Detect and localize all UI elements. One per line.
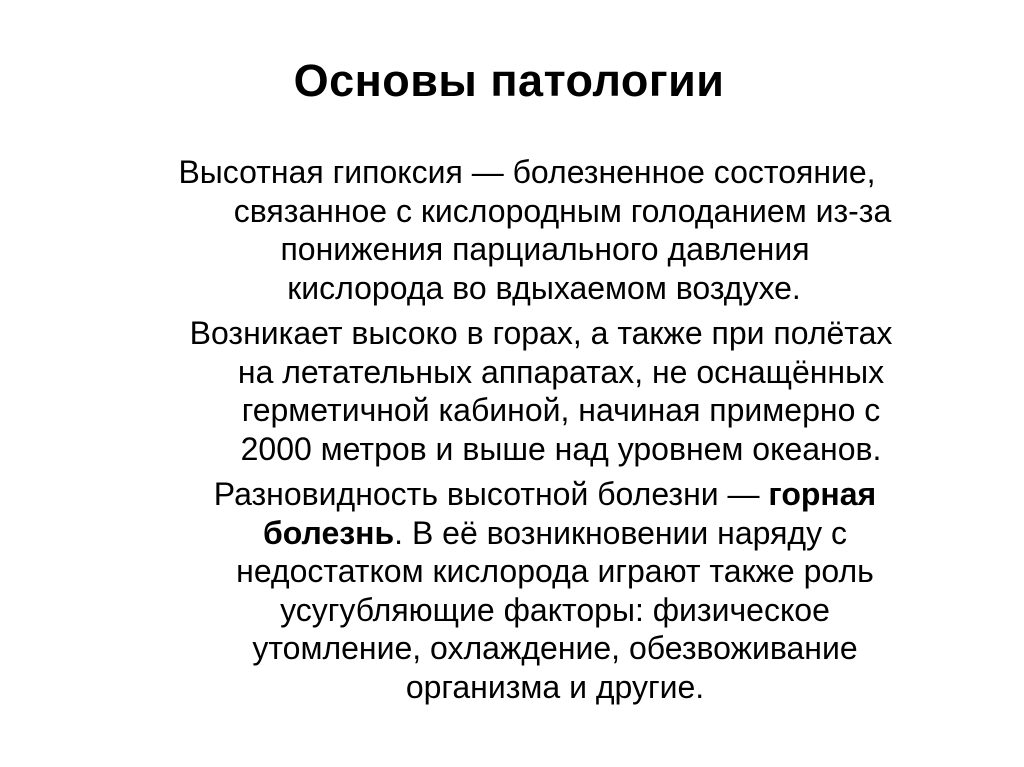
text-line <box>70 475 1000 514</box>
text-line: связанное с кислородным голоданием из-за <box>233 192 892 229</box>
text-line: усугубляющие факторы: физическое <box>280 591 830 628</box>
text-line: на летательных аппаратах, не оснащённых <box>237 353 885 390</box>
text-line: организма и другие. <box>405 668 705 705</box>
text-line: Возникает высоко в горах, а также при полётах <box>189 315 893 351</box>
paragraph-occurrence <box>70 314 1000 468</box>
text-line: утомление, охлаждение, обезвоживание <box>252 630 858 666</box>
text-line <box>70 514 1000 553</box>
paragraph-mountain-sickness <box>70 475 1000 706</box>
slide-title <box>0 46 1024 116</box>
text-line: недостатком кислорода играют также роль <box>236 553 874 589</box>
text-line: кислорода во вдыхаемом воздухе. <box>287 269 801 306</box>
slide-title-text: Основы патологии <box>293 55 725 106</box>
text-line: 2000 метров и выше над уровнем океанов. <box>240 430 882 467</box>
paragraph-hypoxia <box>70 153 1000 307</box>
text-line: герметичной кабиной, начиная примерно с <box>241 392 881 428</box>
term-bold: горная <box>768 476 877 512</box>
term-bold: болезнь <box>263 514 395 551</box>
text-plain: . В её возникновении наряду с <box>394 514 847 551</box>
text-plain: Разновидность высотной болезни — <box>213 476 769 512</box>
text-line: понижения парциального давления <box>280 231 810 267</box>
text-line: Высотная гипоксия — болезненное состояние, <box>178 154 876 190</box>
slide-body <box>70 153 1000 713</box>
